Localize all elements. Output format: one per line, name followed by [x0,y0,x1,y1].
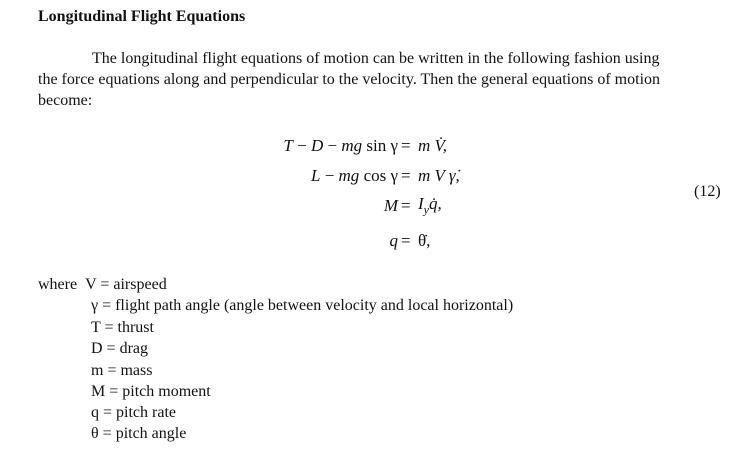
equation-lhs: T − D − mg sin γ [283,136,398,155]
equals-sign: = [401,166,411,185]
intro-line-2: the force equations along and perpendicular to the velocity. Then the general equations of motion [38,71,661,88]
equation-rhs: m V γ̇, [418,166,460,185]
equals-sign: = [401,196,411,215]
definition-mass: m = mass [91,362,153,379]
definition-pitch-moment: M = pitch moment [91,383,211,400]
definition-drag: D = drag [91,340,149,357]
equation-rhs: m V̇, [418,136,447,155]
equation-moment [0,194,750,218]
definition-pitch-angle: θ = pitch angle [91,425,187,442]
equation-rhs: $I_yq̇$, [418,194,442,217]
definition-thrust: T = thrust [91,319,154,336]
equation-pitch-rate [0,229,750,253]
equation-lhs: q [389,231,398,250]
intro-line-3: become: [38,92,93,109]
definition-pitch-rate: q = pitch rate [91,404,176,421]
equals-sign: = [401,136,411,155]
equation-lift [0,164,750,188]
definition-flight-path-angle: γ = flight path angle (angle between velocity and local horizontal) [91,297,514,314]
intro-line-1: The longitudinal flight equations of motion can be written in the following fashion using [92,50,660,67]
where-label: where V = airspeed [38,276,167,293]
equation-rhs: θ̇, [418,231,431,250]
intro-paragraph [38,48,728,111]
equation-thrust-drag [0,134,750,158]
definition-airspeed: V = airspeed [85,276,167,293]
section-heading: Longitudinal Flight Equations [38,8,246,25]
equation-lhs: M [383,196,398,215]
equation-lhs: L − mg cos γ [310,166,398,185]
equals-sign: = [401,231,411,250]
equation-number: (12) [694,183,721,200]
